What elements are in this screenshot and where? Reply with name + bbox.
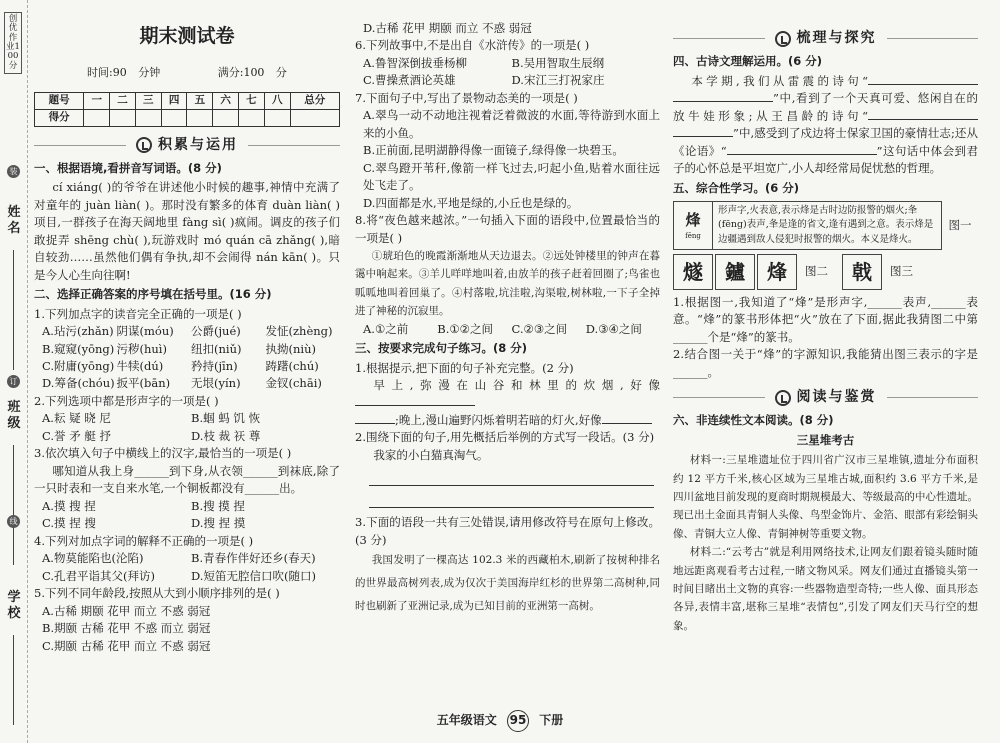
school-label: 学校 <box>7 590 21 621</box>
figure-3-label: 图三 <box>890 264 913 279</box>
option[interactable]: D.古稀 花甲 期颐 而立 不惑 弱冠 <box>363 21 532 35</box>
option-item: 踌躇(chú) <box>265 359 319 374</box>
score-cell: 七 <box>239 92 265 109</box>
option-item: 阴谋(móu) <box>116 324 174 339</box>
score-cell: 六 <box>213 92 239 109</box>
option[interactable]: A.翠鸟一动不动地注视着泛着微波的水面,等待游到水面上来的小鱼。 <box>363 108 660 140</box>
question-3-3-passage[interactable]: 我国发明了一棵高达 102.3 米的西藏柏木,刷新了按树种排名的世界最高树列表,成为仅次于美国海岸红杉的世界第二高树种,同时也刷新了亚洲记录,成为已知目前的亚洲第一高树。 <box>355 554 660 613</box>
question-1-title: 一、根据语境,看拼音写词语。(8 分) <box>34 160 222 175</box>
question-2-title: 二、选择正确答案的序号填在括号里。(16 分) <box>34 287 272 302</box>
option-item: 矜持(jīn) <box>191 359 238 374</box>
option[interactable]: C.摸 捏 搜 <box>42 516 96 531</box>
option[interactable]: D.③④之间 <box>585 321 642 336</box>
question-3-2: 2.围绕下面的句子,用先概括后举例的方式写一段话。(3 分) <box>355 430 655 445</box>
option-item: 金钗(chāi) <box>265 376 322 391</box>
question-2-2: 2.下列选项中都是形声字的一项是( ) <box>34 393 219 408</box>
section-banner-reading <box>673 387 978 408</box>
score-table <box>34 92 340 127</box>
option-item: 扳平(bān) <box>116 376 171 391</box>
score-input[interactable] <box>213 109 239 126</box>
answer-blank[interactable] <box>727 143 877 155</box>
option[interactable]: C.孔君平诣其父(拜访) <box>42 568 156 583</box>
text-part: 本学期,我们从雷震的诗句“ <box>691 73 868 88</box>
score-input[interactable] <box>135 109 161 126</box>
char-pinyin: fēng <box>685 232 701 241</box>
option-item: 纽扣(niǔ) <box>191 341 242 356</box>
question-2-8: 8.将“夜色越来越浓。”一句插入下面的语段中,位置最恰当的一项是( ) <box>355 213 660 245</box>
page-number: 95 <box>507 710 529 732</box>
section-title: 积累与运用 <box>158 136 238 153</box>
pen-icon <box>775 31 791 47</box>
question-2-6: 6.下列故事中,不是出自《水浒传》的一项是( ) <box>355 38 590 53</box>
option[interactable]: D.搜 捏 摸 <box>191 516 246 531</box>
sentence-part: ;晚上,漫山遍野闪烁着明若暗的灯火,好像 <box>395 412 602 427</box>
material-1: 材料一:三星堆遗址位于四川省广汉市三星堆镇,遗址分布面积约 12 平方千米,核心区域为三星堆古城,面积约 3.6 平方千米,是四川盆地目前发现的夏商时期规模最大、等级最高的中心性遗址。现已出土金面具青铜人头像、鸟型金饰片、金箔、眼部有彩绘铜头像、青铜大立人像、青铜神树等重要文物。 <box>673 454 978 540</box>
section-banner-review <box>673 28 978 49</box>
option[interactable]: C.曹操煮酒论英雄 <box>363 73 456 88</box>
option[interactable]: A.玷污(zhǎn) <box>42 324 114 339</box>
question-2-8-passage: ①琥珀色的晚霞渐渐地从天边退去。②远处钟楼里的钟声在暮霭中响起来。③羊儿咩咩地叫着,由放羊的孩子赶着回圈了;鸟雀也呱呱地叫着回巢了。④村落啦,坑洼啦,沟渠啦,树林啦,一下子全掉进了神秘的沉寂里。 <box>355 250 660 318</box>
option[interactable]: B.窥窥(yōng) <box>42 341 115 356</box>
section-title: 阅读与鉴赏 <box>796 389 877 406</box>
question-6-title: 六、非连续性文本阅读。(8 分) <box>673 413 834 428</box>
footer-volume: 下册 <box>539 713 564 727</box>
text-part: ”中,感受到了戍边将士保家卫国的豪情壮志;还从《论语》“ <box>673 126 978 158</box>
score-value-row <box>35 109 340 126</box>
option-item: 牛犊(dú) <box>116 359 164 374</box>
score-cell: 四 <box>161 92 187 109</box>
score-cell: 一 <box>84 92 110 109</box>
class-label: 班级 <box>7 400 21 431</box>
option[interactable]: D.枝 裁 祆 尊 <box>191 428 261 443</box>
question-3-title: 三、按要求完成句子练习。(8 分) <box>355 341 528 356</box>
score-cell: 三 <box>135 92 161 109</box>
question-2-1-options <box>34 323 340 393</box>
char-explanation: 形声字,火表意,表示烽是古时边防报警的烟火;夆(fēng)表声,夆是逢的省文,逢有遇到之意。表示烽是边疆遇到敌人侵犯时报警的烟火。本义是烽火。 <box>713 201 942 250</box>
question-3-1-b <box>355 412 660 429</box>
option-item: 发怔(zhèng) <box>265 324 333 339</box>
option[interactable]: B.①②之间 <box>437 321 493 336</box>
score-cell: 题号 <box>35 92 84 109</box>
name-label: 姓名 <box>7 205 21 236</box>
binding-dot: 装 <box>7 165 20 178</box>
binding-dot: 订 <box>7 375 20 388</box>
pen-icon <box>775 390 791 406</box>
score-cell: 得分 <box>35 109 84 126</box>
question-4-title: 四、古诗文理解运用。(6 分) <box>673 54 823 69</box>
question-2-3: 3.依次填入句子中横线上的汉字,最恰当的一项是( ) <box>34 446 292 461</box>
question-4-text <box>673 73 978 178</box>
char-box <box>673 201 713 250</box>
question-5-1[interactable]: 1.根据图一,我知道了“烽”是形声字,______表声,______表意。“烽”的篆书形体把“火”放在了下面,据此我猜图二中第______个是“烽”的篆书。 <box>673 294 978 344</box>
score-header-row <box>35 92 340 109</box>
section-banner-accumulation <box>34 135 340 156</box>
seal-glyph: 燧 <box>673 254 713 290</box>
answer-line[interactable] <box>369 466 654 486</box>
option[interactable]: B.青春作伴好还乡(春天) <box>191 551 316 566</box>
answer-blank[interactable] <box>602 412 652 424</box>
option[interactable]: A.摸 搜 捏 <box>42 498 96 513</box>
option[interactable]: A.耘 疑 晓 尼 <box>42 411 111 426</box>
question-5-2[interactable]: 2.结合图一关于“烽”的字源知识,我能猜出图三表示的字是______。 <box>673 347 978 379</box>
answer-blank[interactable] <box>673 125 733 137</box>
binding-dot: 线 <box>7 515 20 528</box>
option[interactable]: D.筹备(chóu) <box>42 376 115 391</box>
question-2-2-options <box>34 410 340 445</box>
page-title: 期末测试卷 <box>139 25 235 47</box>
question-2-7: 7.下面句子中,写出了景物动态美的一项是( ) <box>355 90 578 105</box>
figure-1-label: 图一 <box>948 217 972 232</box>
section-title: 梳理与探究 <box>796 30 877 46</box>
option[interactable]: D.短笛无腔信口吹(随口) <box>191 568 316 583</box>
question-2-4-options <box>34 550 340 585</box>
column-1 <box>34 0 340 700</box>
answer-blank[interactable] <box>868 73 978 85</box>
option[interactable]: B.搜 摸 捏 <box>191 498 245 513</box>
question-3-1-a <box>355 377 660 412</box>
time-limit: 时间:90 分钟 <box>87 65 161 79</box>
reading-title: 三星堆考古 <box>796 432 855 447</box>
answer-blank[interactable] <box>868 108 978 120</box>
seal-glyph: 鑪 <box>715 254 755 290</box>
figure-2-3 <box>673 254 978 290</box>
score-input[interactable] <box>161 109 187 126</box>
option[interactable]: C.翠鸟蹬开苇秆,像箭一样飞过去,叼起小鱼,贴着水面往远处飞走了。 <box>363 160 660 193</box>
material-2: 材料二:“云考古”就是利用网络技术,让网友们跟着镜头随时随地远距离观看考古过程,一睹文物风采。网友们通过直播镜头第一时间目睹出土文物的真容:一些器物造型奇特;一些人像、面具形态各异,表情丰富,堪称三星堆“表情包”,引发了网友们天马行空的想象。 <box>673 546 978 632</box>
pen-icon <box>136 137 152 153</box>
option-item: 无垠(yín) <box>191 376 241 391</box>
question-2-6-options <box>355 55 660 90</box>
question-2-3-text: 哪知道从我上身______到下身,从衣领______到袜底,除了一只时表和一支自来水笔,一个铜板都没有______出。 <box>34 463 340 496</box>
score-input[interactable] <box>290 109 339 126</box>
score-input[interactable] <box>264 109 290 126</box>
question-3-2-text: 我家的小白猫真淘气。 <box>373 447 489 462</box>
option[interactable]: B.吴用智取生辰纲 <box>511 55 605 70</box>
question-3-1: 1.根据提示,把下面的句子补充完整。(2 分) <box>355 360 574 375</box>
brand-tag: 创优作业100分 <box>4 12 22 74</box>
column-2 <box>355 0 660 700</box>
text-part: ”这句话中体会到君子的心怀总是平坦宽广,小人却经常局促忧愁的哲理。 <box>673 143 978 176</box>
sentence-part: 早上,弥漫在山谷和林里的炊烟,好像 <box>373 378 660 392</box>
option[interactable]: C.附庸(yōng) <box>42 359 115 374</box>
score-input[interactable] <box>239 109 265 126</box>
score-input[interactable] <box>187 109 213 126</box>
option-item: 污秽(huì) <box>116 341 167 356</box>
score-input[interactable] <box>110 109 136 126</box>
question-2-8-options <box>355 321 660 338</box>
option[interactable]: C.②③之间 <box>511 321 568 336</box>
column-3 <box>673 0 978 700</box>
answer-blank[interactable] <box>355 412 395 424</box>
full-score: 满分:100 分 <box>217 65 287 79</box>
question-2-5-options <box>34 603 340 655</box>
score-cell: 八 <box>264 92 290 109</box>
page-footer <box>0 710 1000 732</box>
option[interactable]: B.正前面,昆明湖静得像一面镜子,绿得像一块碧玉。 <box>363 143 624 158</box>
option-item: 执拗(niù) <box>265 341 316 356</box>
char-glyph: 烽 <box>685 210 701 229</box>
footer-grade: 五年级语文 <box>436 713 497 727</box>
score-cell: 二 <box>110 92 136 109</box>
ancient-glyph: 戟 <box>842 254 882 290</box>
option[interactable]: A.①之前 <box>363 321 409 336</box>
exam-meta <box>34 65 340 82</box>
question-2-3-options <box>34 498 340 533</box>
seal-glyph: 烽 <box>757 254 797 290</box>
option[interactable]: A.物莫能陷也(沦陷) <box>42 551 144 566</box>
option[interactable]: B.期颐 古稀 花甲 不惑 而立 弱冠 <box>42 621 211 636</box>
question-1-text: cí xiáng( )的爷爷在讲述他小时候的趣事,神情中充满了对童年的 juàn liàn( )。那时没有繁多的体育 duàn liàn( )项目,一群孩子在海天阔地里 fàng sì( )疯闹。调皮的孩子们敢捉弄 shēng chù( ),玩游戏时 mó quán cā zhǎng( ),暗自较劲……虽然他们偶有争执,却不会闹得 nán kān( )。只是今人心生向往啊! <box>34 180 340 282</box>
option[interactable]: C.期颐 古稀 花甲 而立 不惑 弱冠 <box>42 638 211 653</box>
score-cell: 总分 <box>290 92 339 109</box>
text-part: ”中,看到了一个天真可爱、悠闲自在的放牛娃形象;从王昌龄的诗句“ <box>673 91 978 123</box>
option[interactable]: A.古稀 期颐 花甲 而立 不惑 弱冠 <box>42 603 211 618</box>
answer-blank[interactable] <box>355 394 475 406</box>
figure-1 <box>673 201 978 250</box>
question-2-5: 5.下列不同年龄段,按照从大到小顺序排列的是( ) <box>34 586 280 601</box>
class-write-line[interactable] <box>13 445 14 565</box>
option-item: 公爵(jué) <box>191 324 241 339</box>
option[interactable]: D.宋江三打祝家庄 <box>511 73 605 88</box>
answer-line[interactable] <box>369 488 654 508</box>
score-input[interactable] <box>84 109 110 126</box>
question-2-1: 1.下列加点字的读音完全正确的一项是( ) <box>34 306 242 321</box>
option[interactable]: D.四面都是水,平地是绿的,小丘也是绿的。 <box>363 195 579 210</box>
binding-strip <box>0 0 28 743</box>
option[interactable]: C.誉 矛 艇 抒 <box>42 428 112 443</box>
option[interactable]: B.蝈 蚂 饥 恢 <box>191 411 261 426</box>
question-2-4: 4.下列对加点字词的解释不正确的一项是( ) <box>34 533 254 548</box>
score-cell: 五 <box>187 92 213 109</box>
name-write-line[interactable] <box>13 250 14 370</box>
figure-2-label: 图二 <box>805 264 828 279</box>
answer-blank[interactable] <box>673 90 773 102</box>
question-5-title: 五、综合性学习。(6 分) <box>673 180 800 195</box>
option[interactable]: A.鲁智深倒拔垂杨柳 <box>363 55 467 70</box>
question-3-3: 3.下面的语段一共有三处错误,请用修改符号在原句上修改。(3 分) <box>355 515 660 547</box>
